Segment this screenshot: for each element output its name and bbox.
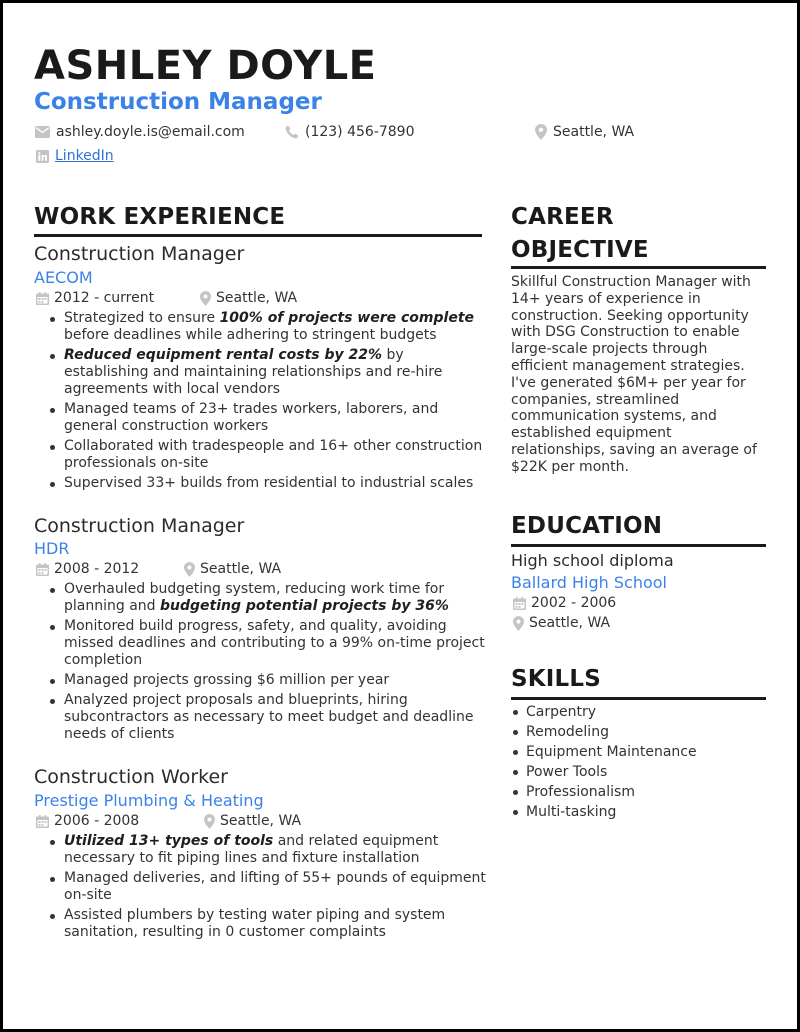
skill-item: Power Tools — [511, 762, 766, 782]
bullet-item: Managed deliveries, and lifting of 55+ pounds of equipment on-site — [34, 870, 486, 904]
career-objective-heading-line1: CAREER — [511, 204, 614, 230]
job-location — [204, 813, 301, 829]
education-divider — [511, 544, 766, 547]
career-objective-divider — [511, 266, 766, 269]
job-location — [184, 561, 281, 577]
contact-linkedin — [36, 148, 114, 164]
contact-phone — [285, 124, 415, 140]
job-meta — [36, 813, 301, 829]
job-dates — [36, 290, 200, 306]
school-name: Ballard High School — [511, 573, 667, 592]
skills-heading: SKILLS — [511, 666, 602, 692]
calendar-icon — [513, 597, 526, 610]
calendar-icon — [36, 563, 49, 576]
skills-list — [511, 702, 766, 822]
company-name: AECOM — [34, 268, 93, 287]
education-degree: High school diploma — [511, 551, 674, 570]
bullet-item: Analyzed project proposals and blueprints, hiring subcontractors as necessary to meet budget and deadline needs of clients — [34, 692, 486, 743]
bullet-item: Supervised 33+ builds from residential to industrial scales — [34, 475, 486, 492]
map-pin-icon — [204, 814, 215, 829]
bullet-highlight: Utilized 13+ types of tools — [64, 833, 274, 849]
map-pin-icon — [184, 562, 195, 577]
job-title: Construction Manager — [34, 515, 245, 537]
job-dates-text: 2012 - current — [54, 290, 155, 306]
job-location-text: Seattle, WA — [220, 813, 302, 829]
email-text: ashley.doyle.is@email.com — [56, 124, 245, 140]
education-dates-item — [513, 595, 616, 611]
education-location-text: Seattle, WA — [529, 615, 611, 631]
bullet-item: Monitored build progress, safety, and quality, avoiding missed deadlines and contributing to a 99% on-time project completion — [34, 618, 486, 669]
location-text: Seattle, WA — [553, 124, 635, 140]
education-location-item — [513, 615, 610, 631]
skill-item: Professionalism — [511, 782, 766, 802]
job-bullets — [34, 581, 486, 746]
contact-location — [535, 124, 634, 140]
company-name: HDR — [34, 539, 70, 558]
job-title: Construction Manager — [34, 243, 245, 265]
resume-page — [3, 3, 797, 1029]
bullet-highlight: 100% of projects were complete — [219, 310, 475, 326]
bullet-item: Reduced equipment rental costs by 22% by establishing and maintaining relationships and re-hire agreements with local vendors — [34, 347, 486, 398]
map-pin-icon — [513, 616, 524, 631]
job-dates — [36, 813, 204, 829]
job-location-text: Seattle, WA — [216, 290, 298, 306]
bullet-item: Utilized 13+ types of tools and related equipment necessary to fit piping lines and fixture installation — [34, 833, 486, 867]
job-bullets — [34, 310, 486, 495]
calendar-icon — [36, 815, 49, 828]
skills-divider — [511, 697, 766, 700]
education-dates-text: 2002 - 2006 — [531, 595, 617, 611]
job-bullets — [34, 833, 486, 944]
map-pin-icon — [535, 124, 547, 140]
phone-text: (123) 456-7890 — [305, 124, 415, 140]
bullet-item: Overhauled budgeting system, reducing work time for planning and budgeting potential projects by 36% — [34, 581, 486, 615]
candidate-title: Construction Manager — [34, 89, 322, 115]
job-location-text: Seattle, WA — [200, 561, 282, 577]
job-dates-text: 2008 - 2012 — [54, 561, 140, 577]
career-objective-heading-line2: OBJECTIVE — [511, 237, 649, 263]
map-pin-icon — [200, 291, 211, 306]
bullet-item: Assisted plumbers by testing water piping and system sanitation, resulting in 0 customer complaints — [34, 907, 486, 941]
phone-icon — [285, 125, 299, 139]
company-name: Prestige Plumbing & Heating — [34, 791, 264, 810]
bullet-highlight: Reduced equipment rental costs by 22% — [64, 347, 383, 363]
bullet-item: Managed teams of 23+ trades workers, laborers, and general construction workers — [34, 401, 486, 435]
education-heading: EDUCATION — [511, 513, 663, 539]
contact-email — [35, 124, 245, 140]
skill-item: Multi-tasking — [511, 802, 766, 822]
skill-item: Carpentry — [511, 702, 766, 722]
linkedin-icon — [36, 150, 49, 163]
candidate-name: ASHLEY DOYLE — [34, 43, 377, 89]
career-objective-heading — [511, 201, 649, 267]
work-experience-divider — [34, 234, 482, 237]
bullet-highlight: budgeting potential projects by 36% — [160, 598, 449, 614]
bullet-item: Strategized to ensure 100% of projects were complete before deadlines while adhering to stringent budgets — [34, 310, 486, 344]
job-location — [200, 290, 297, 306]
work-experience-heading: WORK EXPERIENCE — [34, 204, 286, 230]
bullet-item: Collaborated with tradespeople and 16+ other construction professionals on-site — [34, 438, 486, 472]
job-dates-text: 2006 - 2008 — [54, 813, 140, 829]
education-location — [513, 615, 610, 631]
job-meta — [36, 290, 297, 306]
skill-item: Equipment Maintenance — [511, 742, 766, 762]
education-dates — [513, 595, 616, 611]
skill-item: Remodeling — [511, 722, 766, 742]
calendar-icon — [36, 292, 49, 305]
job-dates — [36, 561, 184, 577]
bullet-item: Managed projects grossing $6 million per year — [34, 672, 486, 689]
career-objective-text: Skillful Construction Manager with 14+ years of experience in construction. Seeking opportunity with DSG Construction to enable large-scale projects through efficient management strategies. I've generated $6M+ per year for companies, streamlined communication systems, and established equipment relationships, saving an average of $22K per month. — [511, 274, 757, 475]
job-title: Construction Worker — [34, 766, 228, 788]
linkedin-link[interactable]: LinkedIn — [55, 148, 114, 164]
job-meta — [36, 561, 281, 577]
envelope-icon — [35, 126, 50, 138]
